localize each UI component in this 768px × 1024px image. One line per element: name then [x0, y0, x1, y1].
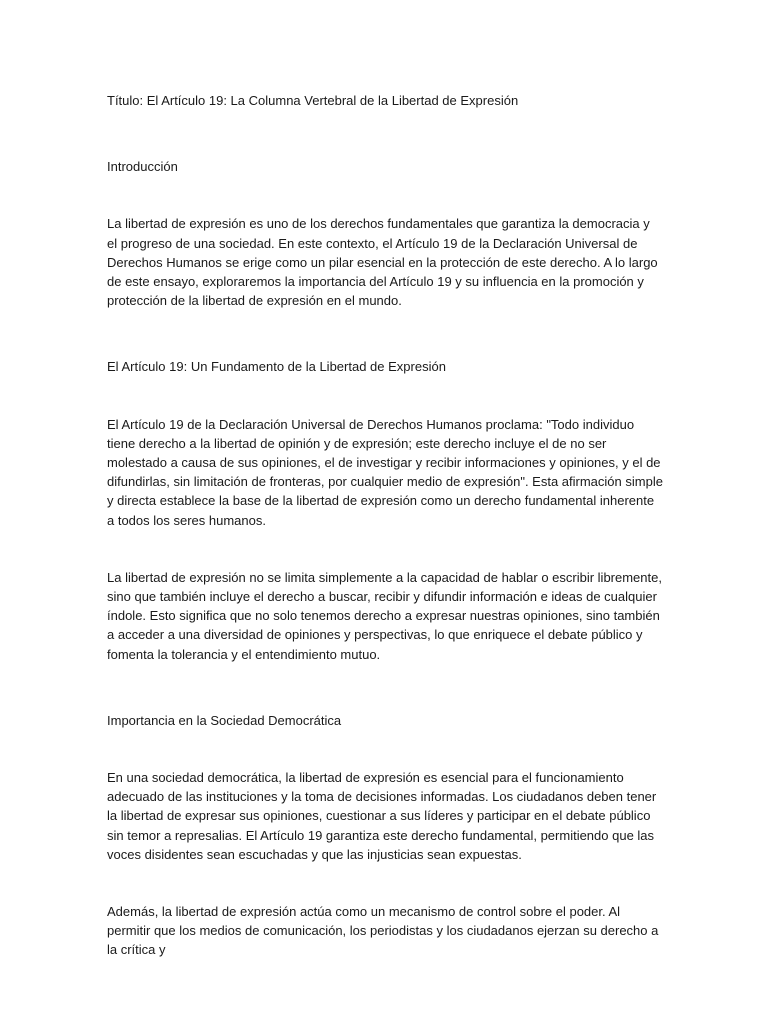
- paragraph-introduction: La libertad de expresión es uno de los derechos fundamentales que garantiza la democracia y el progreso de una sociedad. En este contexto, el Artículo 19 de la Declaración Universal de Derechos Humanos se erige como un pilar esencial en la protección de este derecho. A lo largo de este ensayo, exploraremos la importancia del Artículo 19 y su influencia en la promoción y protección de la libertad de expresión en el mundo.: [107, 216, 658, 309]
- section-heading-introduction: Introducción: [107, 159, 178, 175]
- paragraph-control-of-power: Además, la libertad de expresión actúa como un mecanismo de control sobre el poder. Al permitir que los medios de comunicación, los periodistas y los ciudadanos ejerzan su derecho a la crítica y: [107, 904, 659, 958]
- section-heading-article-19: El Artículo 19: Un Fundamento de la Libertad de Expresión: [107, 359, 446, 375]
- section-heading-democratic-society: Importancia en la Sociedad Democrática: [107, 712, 342, 728]
- paragraph-democratic-society: En una sociedad democrática, la libertad de expresión es esencial para el funcionamiento adecuado de las instituciones y la toma de decisiones informadas. Los ciudadanos deben tener la libertad de expresar sus opiniones, cuestionar a sus líderes y participar en el debate público sin temor a represalias. El Artículo 19 garantiza este derecho fundamental, permitiendo que las voces disidentes sean escuchadas y que las injusticias sean expuestas.: [107, 770, 657, 862]
- document-body: [107, 91, 663, 960]
- paragraph-article-19-quote: El Artículo 19 de la Declaración Universal de Derechos Humanos proclama: "Todo individuo tiene derecho a la libertad de opinión y de expresión; este derecho incluye el de no ser molestado a causa de sus opiniones, el de investigar y recibir informaciones y opiniones, y el de difundirlas, sin limitación de fronteras, por cualquier medio de expresión". Esta afirmación simple y directa establece la base de la libertad de expresión como un derecho fundamental inherente a todos los seres humanos.: [107, 416, 663, 528]
- document-title: Título: El Artículo 19: La Columna Vertebral de la Libertad de Expresión: [107, 93, 519, 108]
- paragraph-freedom-scope: La libertad de expresión no se limita simplemente a la capacidad de hablar o escribir libremente, sino que también incluye el derecho a buscar, recibir y difundir información e ideas de cualquier índole. Esto significa que no solo tenemos derecho a expresar nuestras opiniones, sino también a acceder a una diversidad de opiniones y perspectivas, lo que enriquece el debate público y fomenta la tolerancia y el entendimiento mutuo.: [107, 569, 662, 662]
